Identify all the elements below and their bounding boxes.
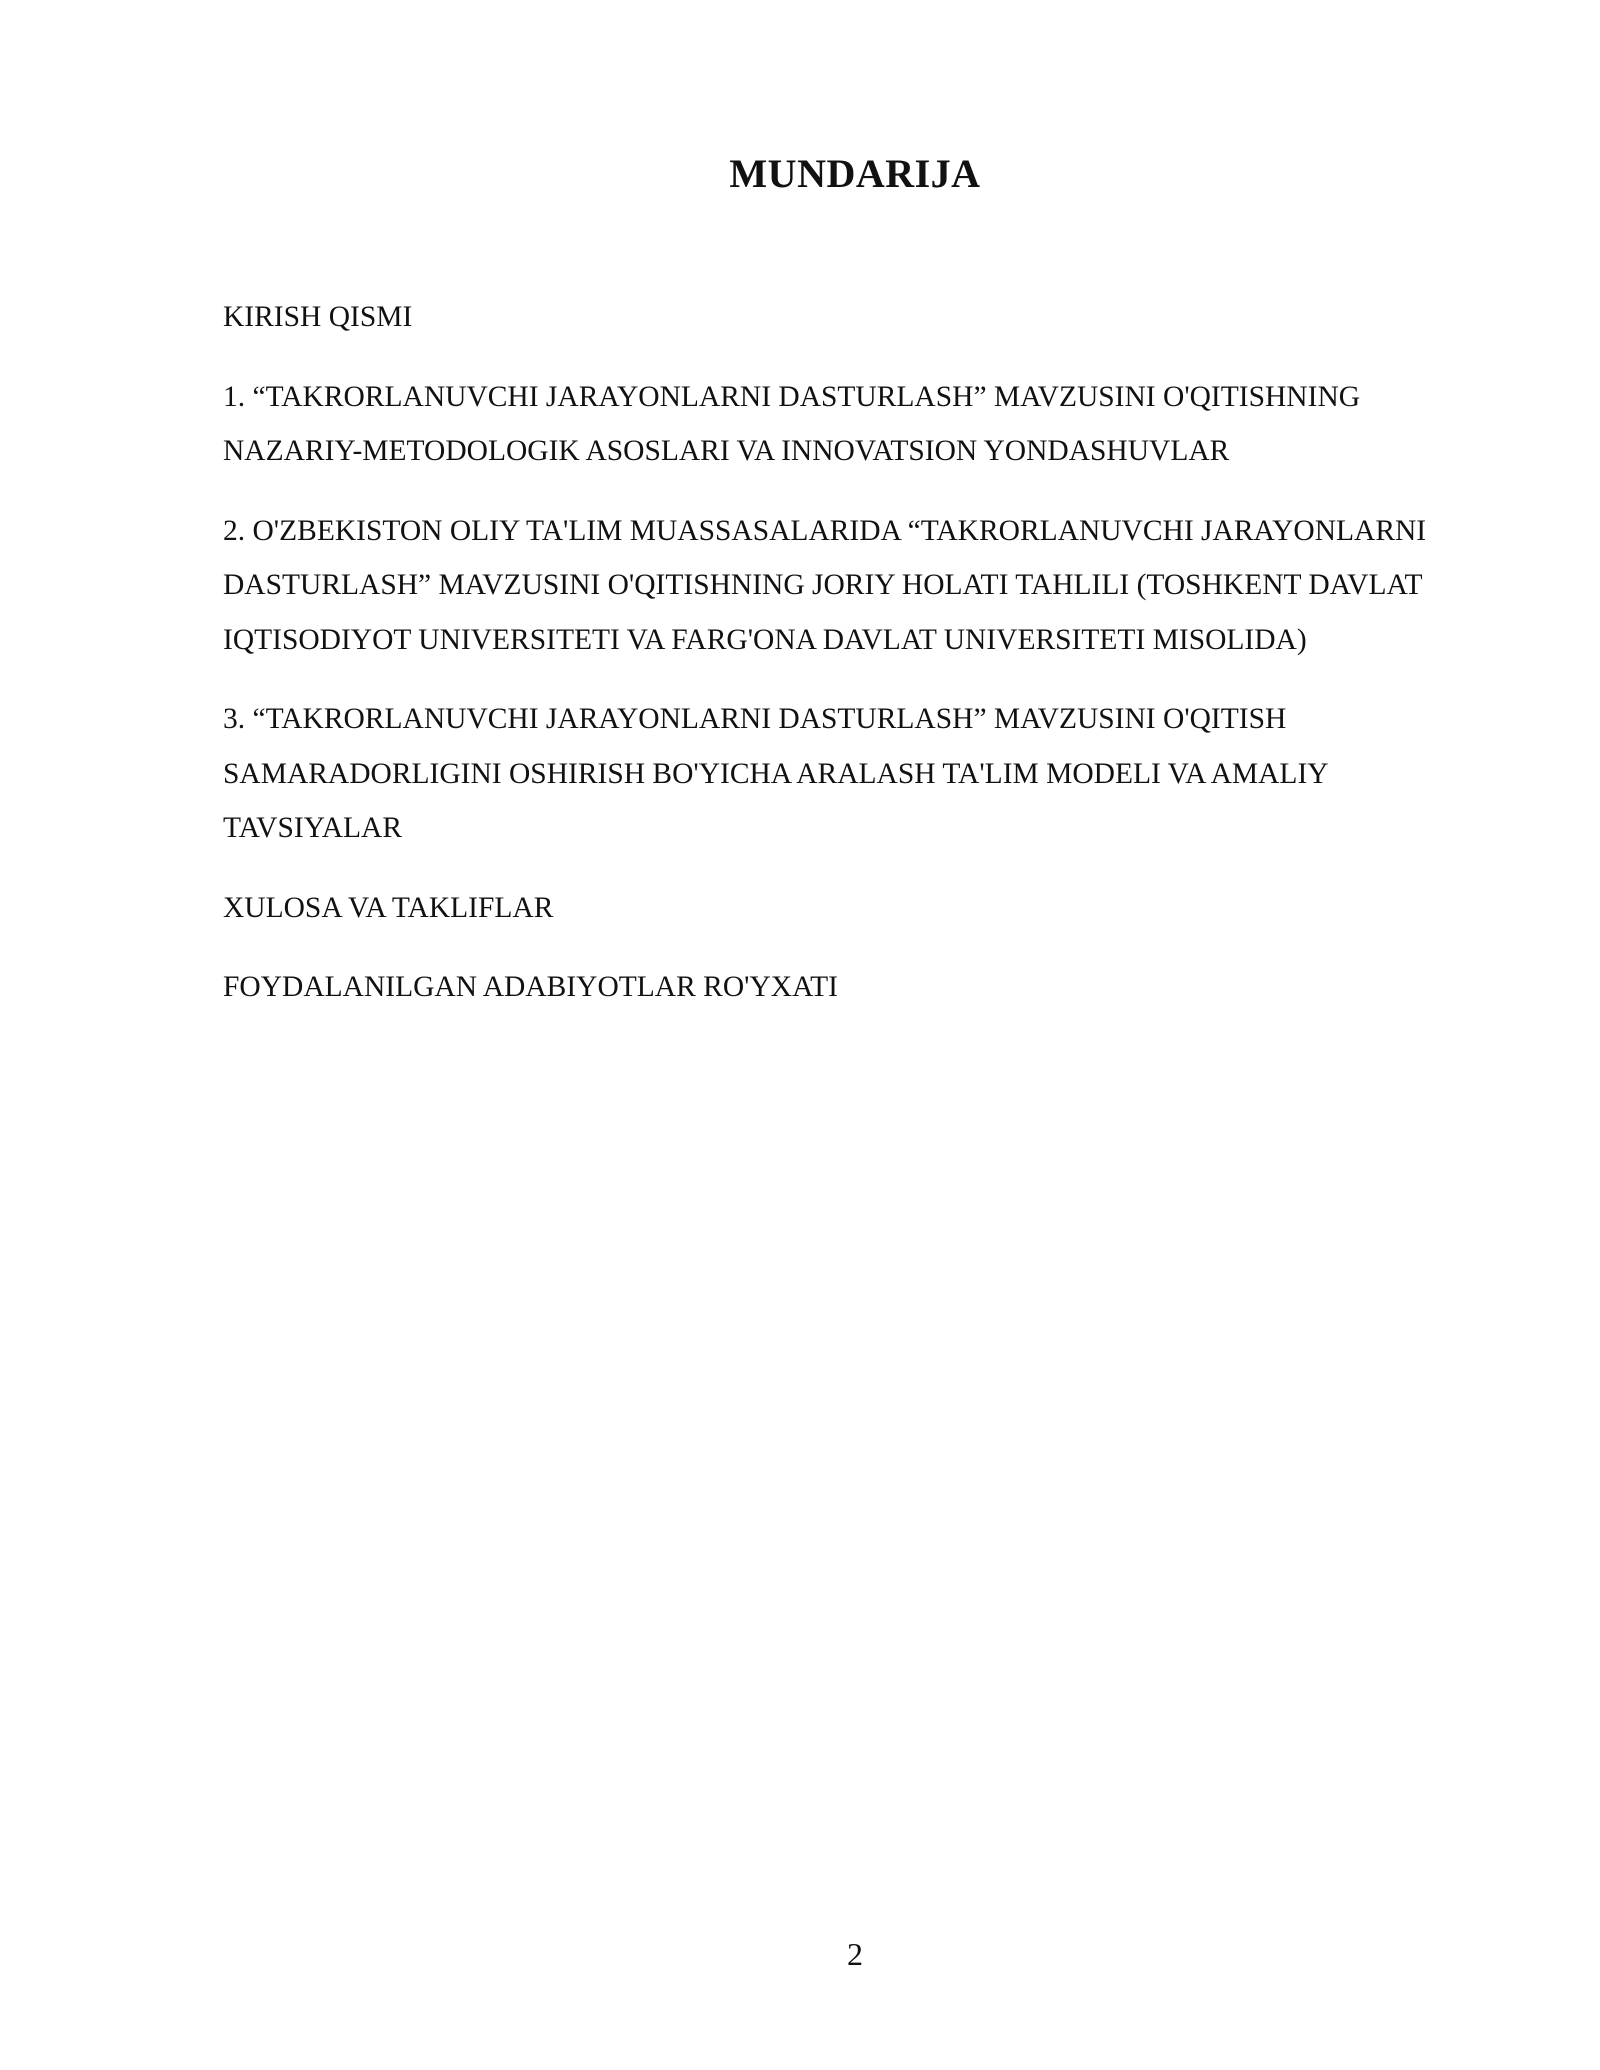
- table-of-contents: [223, 290, 1463, 1040]
- toc-item-chapter-2: 2. O'ZBEKISTON OLIY TA'LIM MUASSASALARIDA “TAKRORLANUVCHI JARAYONLARNI DASTURLASH” MAVZUSINI O'QITISHNING JORIY HOLATI TAHLILI (TOSHKENT DAVLAT IQTISODIYOT UNIVERSITETI VA FARG'ONA DAVLAT UNIVERSITETI MISOLIDA): [223, 514, 1427, 656]
- toc-item-introduction: KIRISH QISMI: [223, 301, 413, 333]
- toc-item-chapter-3: 3. “TAKRORLANUVCHI JARAYONLARNI DASTURLASH” MAVZUSINI O'QITISH SAMARADORLIGINI OSHIRISH BO'YICHA ARALASH TA'LIM MODELI VA AMALIY TAVSIYALAR: [223, 703, 1328, 844]
- page-number: 2: [847, 1936, 863, 1972]
- page-title: MUNDARIJA: [729, 151, 981, 196]
- toc-item-chapter-1: 1. “TAKRORLANUVCHI JARAYONLARNI DASTURLASH” MAVZUSINI O'QITISHNING NAZARIY-METODOLOGIK ASOSLARI VA INNOVATSION YONDASHUVLAR: [223, 380, 1361, 467]
- toc-item-conclusion: XULOSA VA TAKLIFLAR: [223, 891, 554, 924]
- toc-item-references: FOYDALANILGAN ADABIYOTLAR RO'YXATI: [223, 971, 838, 1003]
